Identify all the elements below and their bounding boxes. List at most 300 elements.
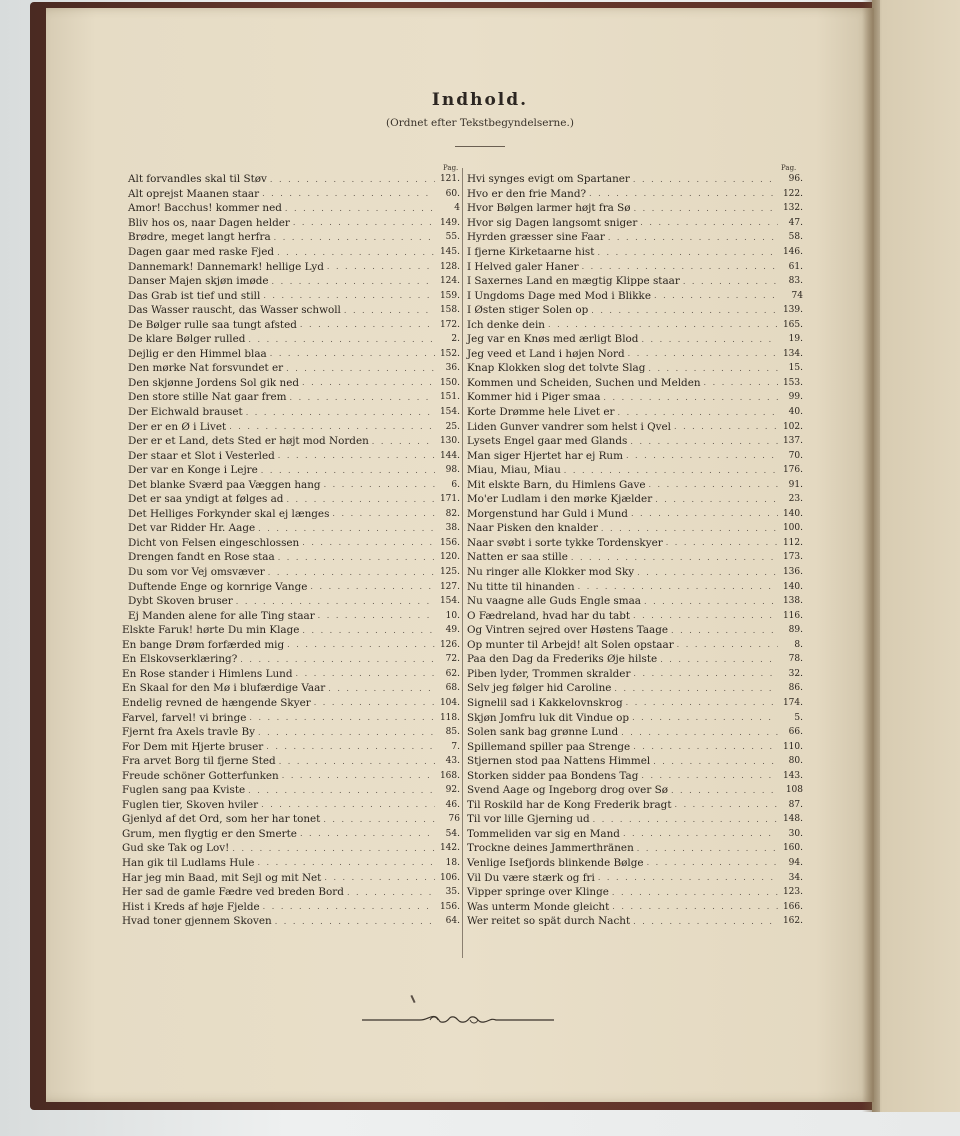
entry-title: Lysets Engel gaar med Glands: [467, 435, 628, 448]
entry-page: 23.: [788, 494, 803, 505]
index-entry: [467, 288, 803, 303]
entry-title: Det Helliges Forkynder skal ej længes: [128, 507, 330, 520]
dot-leader: [300, 320, 435, 329]
entry-title: Drengen fandt en Rose staa: [128, 551, 275, 564]
entry-title: En Skaal for den Mø i blufærdige Vaar: [122, 682, 326, 695]
entry-title: Korte Drømme hele Livet er: [467, 406, 615, 419]
entry-title: Hvor sig Dagen langsomt sniger: [467, 216, 638, 229]
entry-page: 15.: [788, 363, 803, 374]
index-entry: [128, 448, 460, 463]
index-entry: [467, 187, 803, 202]
dot-leader: [249, 713, 435, 722]
entry-page: 19.: [788, 334, 803, 345]
index-entry: [128, 187, 460, 202]
entry-page: 176.: [782, 465, 803, 476]
entry-page: 151.: [439, 392, 460, 403]
dot-leader: [275, 917, 435, 926]
dot-leader: [644, 597, 778, 606]
index-entry: [467, 870, 803, 885]
dot-leader: [327, 262, 435, 271]
dot-leader: [278, 451, 435, 460]
entry-title: Naar Pisken den knalder: [467, 522, 598, 535]
entry-page: 55.: [445, 232, 460, 243]
entry-page: 47.: [788, 217, 803, 228]
entry-page: 144.: [439, 450, 460, 461]
entry-title: Kommen und Scheiden, Suchen und Melden: [467, 376, 701, 389]
index-entry: [467, 536, 803, 551]
entry-title: Der er en Ø i Livet: [128, 420, 227, 433]
entry-title: Dybt Skoven bruser: [128, 595, 233, 608]
dot-leader: [634, 204, 778, 213]
entry-page: 8.: [794, 639, 803, 650]
index-entry: [467, 725, 803, 740]
entry-title: Her sad de gamle Fædre ved breden Bord: [122, 886, 344, 899]
dot-leader: [240, 655, 435, 664]
index-entry: [467, 754, 803, 769]
entry-title: Signelil sad i Kakkelovnskrog: [467, 696, 623, 709]
index-entry: [122, 856, 460, 871]
index-entry: [128, 274, 460, 289]
dot-leader: [278, 553, 435, 562]
entry-page: 5.: [794, 712, 803, 723]
index-entry: [467, 914, 803, 929]
index-entry: [467, 201, 803, 216]
entry-page: 171.: [439, 494, 460, 505]
dot-leader: [246, 408, 435, 417]
dot-leader: [318, 611, 435, 620]
facing-page: [872, 0, 960, 1112]
dot-leader: [640, 218, 778, 227]
entry-page: 70.: [788, 450, 803, 461]
entry-title: I fjerne Kirketaarne hist: [467, 246, 595, 258]
entry-title: De klare Bølger rulled: [128, 333, 246, 346]
entry-page: 60.: [445, 188, 460, 199]
entry-page: 110.: [782, 741, 803, 752]
entry-page: 140.: [782, 581, 803, 592]
index-entry: [467, 317, 803, 332]
dot-leader: [302, 538, 435, 547]
index-entry: [128, 245, 460, 260]
entry-page: 150.: [439, 377, 460, 388]
entry-page: 116.: [782, 610, 803, 621]
entry-title: Nu titte til hinanden: [467, 580, 575, 593]
entry-title: Bliv hos os, naar Dagen helder: [128, 216, 290, 229]
entry-title: I Helved galer Haner: [467, 260, 579, 273]
index-entry: [467, 739, 803, 754]
entry-title: Han gik til Ludlams Hule: [122, 856, 255, 869]
dot-leader: [285, 204, 435, 213]
dot-leader: [248, 786, 435, 795]
entry-page: 78.: [788, 654, 803, 665]
entry-page: 154.: [439, 407, 460, 418]
index-entry: [128, 507, 460, 522]
entry-title: Fuglen sang paa Kviste: [122, 784, 246, 797]
index-entry: [467, 768, 803, 783]
index-entry: [128, 347, 460, 362]
entry-page: 112.: [782, 537, 803, 548]
index-entry: [122, 768, 460, 783]
index-entry: [467, 376, 803, 391]
index-entry: [128, 463, 460, 478]
index-entry: [467, 274, 803, 289]
entry-title: Hvad toner gjennem Skoven: [122, 915, 272, 928]
entry-title: Der er et Land, dets Sted er højt mod Norden: [128, 435, 369, 448]
entry-title: Mit elskte Barn, du Himlens Gave: [467, 478, 646, 491]
dot-leader: [647, 858, 778, 867]
dot-leader: [614, 684, 778, 693]
entry-page: 66.: [788, 727, 803, 738]
dot-leader: [675, 800, 779, 809]
entry-page: 130.: [439, 436, 460, 447]
index-entry: [122, 739, 460, 754]
dot-leader: [314, 698, 435, 707]
dot-leader: [633, 611, 778, 620]
dot-leader: [261, 800, 435, 809]
entry-title: Freude schöner Gotterfunken: [122, 769, 279, 782]
dot-leader: [641, 335, 778, 344]
index-entry: [467, 652, 803, 667]
entry-title: Endelig revned de hængende Skyer: [122, 696, 311, 709]
entry-title: En Rose stander i Himlens Lund: [122, 667, 293, 680]
dot-leader: [598, 873, 778, 882]
index-entry: [128, 579, 460, 594]
entry-page: 145.: [439, 247, 460, 257]
index-entry: [122, 870, 460, 885]
entry-title: Miau, Miau, Miau: [467, 464, 561, 477]
entry-page: 154.: [439, 596, 460, 607]
index-entry: [467, 550, 803, 565]
entry-page: 99.: [788, 392, 803, 403]
entry-title: En Elskovserklæring?: [122, 653, 238, 666]
entry-page: 94.: [788, 857, 803, 868]
entry-page: 165.: [782, 319, 803, 330]
entry-page: 30.: [788, 828, 803, 839]
entry-page: 43.: [445, 756, 460, 767]
index-entry: [122, 725, 460, 740]
dot-leader: [323, 815, 435, 824]
dot-leader: [300, 829, 435, 838]
index-entry: [467, 419, 803, 434]
entry-title: De Bølger rulle saa tungt afsted: [128, 318, 297, 331]
pag-label-left: Pag.: [443, 164, 459, 172]
dot-leader: [286, 495, 435, 504]
dot-leader: [631, 509, 778, 518]
entry-title: Wer reitet so spät durch Nacht: [467, 915, 631, 928]
dot-leader: [262, 189, 435, 198]
entry-page: 40.: [788, 407, 803, 418]
index-entry: [467, 405, 803, 420]
dot-leader: [270, 175, 435, 184]
dot-leader: [324, 480, 435, 489]
entry-page: 86.: [788, 683, 803, 694]
dot-leader: [589, 189, 778, 198]
index-entry: [122, 710, 460, 725]
entry-title: Paa den Dag da Frederiks Øje hilste: [467, 653, 658, 666]
entry-page: 6.: [451, 479, 460, 490]
entry-title: Was unterm Monde gleicht: [467, 900, 610, 913]
entry-page: 142.: [439, 843, 460, 854]
dot-leader: [268, 568, 435, 577]
dot-leader: [328, 684, 435, 693]
entry-page: 173.: [782, 552, 803, 563]
index-entry: [467, 812, 803, 827]
index-entry: [128, 434, 460, 449]
dot-leader: [296, 669, 435, 678]
index-entry: [467, 463, 803, 478]
entry-page: 89.: [788, 625, 803, 636]
entry-title: Alt forvandles skal til Støv: [128, 173, 267, 186]
index-entry: [467, 594, 803, 609]
dot-leader: [648, 364, 778, 373]
index-entry: [467, 361, 803, 376]
entry-page: 166.: [782, 901, 803, 912]
dot-leader: [578, 582, 778, 591]
index-entry: [467, 245, 803, 260]
index-entry: [467, 434, 803, 449]
entry-page: 34.: [788, 872, 803, 883]
entry-page: 2.: [451, 334, 460, 345]
index-entry: [128, 536, 460, 551]
entry-page: 159.: [439, 290, 460, 301]
index-entry: [122, 681, 460, 696]
index-entry: [128, 390, 460, 405]
column-divider: [462, 168, 463, 958]
entry-page: 35.: [445, 887, 460, 898]
index-entry: [467, 681, 803, 696]
entry-page: 100.: [782, 523, 803, 534]
entry-title: Jeg veed et Land i højen Nord: [467, 347, 625, 360]
dot-leader: [704, 378, 778, 387]
dot-leader: [653, 757, 778, 766]
dot-leader: [261, 466, 435, 475]
entry-title: Elskte Faruk! hørte Du min Klage: [122, 624, 300, 637]
entry-title: Fuglen tier, Skoven hviler: [122, 798, 259, 811]
index-entry: [467, 856, 803, 871]
entry-page: 138.: [782, 596, 803, 607]
entry-title: Naar svøbt i sorte tykke Tordenskyer: [467, 536, 663, 549]
entry-title: Spillemand spiller paa Strenge: [467, 740, 631, 753]
entry-page: 46.: [445, 799, 460, 810]
dot-leader: [683, 277, 778, 286]
index-entry: [122, 798, 460, 813]
entry-title: Hvo er den frie Mand?: [467, 187, 587, 200]
entry-page: 160.: [782, 843, 803, 854]
entry-title: Amor! Bacchus! kommer ned: [128, 202, 282, 215]
dot-leader: [582, 262, 778, 271]
entry-title: Ich denke dein: [467, 318, 545, 331]
ornament-flourish: [360, 1008, 556, 1032]
dot-leader: [277, 248, 435, 257]
entry-title: Vil Du være stærk og fri: [467, 871, 595, 884]
entry-page: 153.: [782, 377, 803, 388]
index-entry: [128, 288, 460, 303]
index-entry: [122, 827, 460, 842]
dot-leader: [628, 349, 778, 358]
dot-leader: [302, 626, 435, 635]
dot-leader: [621, 728, 778, 737]
dot-leader: [593, 815, 778, 824]
entry-page: 126.: [439, 639, 460, 650]
dot-leader: [263, 902, 435, 911]
entry-title: Venlige Isefjords blinkende Bølge: [467, 856, 644, 869]
index-entry: [467, 259, 803, 274]
index-column-left: [122, 172, 460, 928]
entry-title: I Østen stiger Solen op: [467, 304, 589, 317]
index-entry: [128, 492, 460, 507]
dot-leader: [630, 437, 778, 446]
entry-page: 146.: [782, 247, 803, 257]
entry-title: Das Wasser rauscht, das Wasser schwoll: [128, 304, 341, 317]
entry-title: Hist i Kreds af høje Fjelde: [122, 900, 260, 913]
entry-title: Vipper springe over Klinge: [467, 886, 609, 899]
dot-leader: [671, 786, 778, 795]
dot-leader: [344, 306, 435, 315]
entry-title: Nu ringer alle Klokker mod Sky: [467, 566, 635, 579]
page-title: Indhold.: [431, 90, 529, 110]
index-entry: [467, 579, 803, 594]
entry-title: Der var en Konge i Lejre: [128, 464, 258, 477]
index-entry: [122, 841, 460, 856]
entry-page: 156.: [439, 537, 460, 548]
dot-leader: [671, 626, 778, 635]
dot-leader: [564, 466, 778, 475]
entry-page: 64.: [445, 916, 460, 927]
entry-title: Den store stille Nat gaar frem: [128, 391, 287, 404]
entry-page: 172.: [439, 319, 460, 330]
index-column-right: [467, 172, 803, 928]
entry-title: Dejlig er den Himmel blaa: [128, 347, 267, 360]
entry-title: Storken sidder paa Bondens Tag: [467, 769, 639, 782]
dot-leader: [633, 742, 778, 751]
title-rule: [455, 146, 505, 147]
entry-page: 108: [785, 785, 803, 796]
index-entry: [467, 608, 803, 623]
index-entry: [467, 783, 803, 798]
entry-page: 125.: [439, 567, 460, 578]
dot-leader: [591, 306, 778, 315]
index-entry: [128, 216, 460, 231]
entry-page: 174.: [782, 697, 803, 708]
entry-title: Skjøn Jomfru luk dit Vindue op: [467, 711, 630, 724]
dot-leader: [601, 524, 778, 533]
dot-leader: [310, 582, 435, 591]
index-entry: [467, 623, 803, 638]
entry-page: 58.: [788, 232, 803, 243]
entry-page: 74: [791, 290, 803, 301]
entry-page: 120.: [439, 552, 460, 563]
entry-page: 32.: [788, 668, 803, 679]
dot-leader: [293, 218, 435, 227]
index-entry: [128, 419, 460, 434]
entry-title: Fjernt fra Axels travle By: [122, 726, 255, 739]
entry-title: Man siger Hjertet har ej Rum: [467, 449, 623, 462]
dot-leader: [263, 291, 435, 300]
entry-page: 92.: [445, 785, 460, 796]
entry-page: 18.: [445, 857, 460, 868]
dot-leader: [272, 277, 435, 286]
dot-leader: [571, 553, 778, 562]
entry-page: 98.: [445, 465, 460, 476]
entry-title: Selv jeg følger hid Caroline: [467, 682, 612, 695]
entry-title: I Saxernes Land en mægtig Klippe staar: [467, 275, 680, 288]
index-entry: [467, 303, 803, 318]
index-entry: [122, 914, 460, 929]
entry-page: 49.: [445, 625, 460, 636]
entry-title: Tommeliden var sig en Mand: [467, 827, 620, 840]
entry-page: 61.: [788, 261, 803, 272]
dot-leader: [232, 844, 435, 853]
entry-title: Nu vaagne alle Guds Engle smaa: [467, 595, 641, 608]
entry-page: 152.: [439, 348, 460, 359]
index-entry: [467, 696, 803, 711]
entry-title: Jeg var en Knøs med ærligt Blod: [467, 333, 639, 346]
entry-title: Mo'er Ludlam i den mørke Kjælder: [467, 493, 653, 506]
entry-page: 72.: [445, 654, 460, 665]
index-entry: [467, 172, 803, 187]
dot-leader: [332, 509, 435, 518]
index-entry: [467, 521, 803, 536]
dot-leader: [248, 335, 435, 344]
dot-leader: [372, 437, 435, 446]
index-entry: [128, 172, 460, 187]
dot-leader: [258, 524, 435, 533]
entry-title: Danser Majen skjøn imøde: [128, 275, 269, 288]
dot-leader: [612, 888, 778, 897]
index-entry: [128, 550, 460, 565]
entry-page: 104.: [439, 697, 460, 708]
dot-leader: [660, 655, 778, 664]
entry-title: Liden Gunver vandrer som helst i Qvel: [467, 420, 671, 433]
dot-leader: [279, 757, 435, 766]
entry-page: 128.: [439, 261, 460, 272]
index-entry: [122, 783, 460, 798]
entry-title: Fra arvet Borg til fjerne Sted: [122, 755, 276, 768]
index-entry: [128, 201, 460, 216]
dot-leader: [347, 888, 435, 897]
index-entry: [467, 332, 803, 347]
entry-title: Trockne deines Jammerthränen: [467, 842, 634, 855]
entry-page: 148.: [782, 814, 803, 825]
entry-title: Det er saa yndigt at følges ad: [128, 493, 284, 506]
index-entry: [467, 477, 803, 492]
dot-leader: [270, 349, 435, 358]
entry-page: 162.: [782, 916, 803, 927]
entry-page: 127.: [439, 581, 460, 592]
dot-leader: [608, 233, 778, 242]
entry-page: 140.: [782, 508, 803, 519]
dot-leader: [612, 902, 778, 911]
dot-leader: [618, 408, 779, 417]
dot-leader: [282, 771, 435, 780]
entry-title: Kommer hid i Piger smaa: [467, 391, 601, 404]
entry-page: 4: [454, 203, 460, 214]
entry-title: O Fædreland, hvad har du tabt: [467, 609, 631, 622]
index-entry: [128, 565, 460, 580]
entry-title: Dagen gaar med raske Fjed: [128, 246, 275, 258]
entry-page: 54.: [445, 828, 460, 839]
index-entry: [122, 812, 460, 827]
entry-title: Til vor lille Gjerning ud: [467, 813, 590, 826]
entry-title: Du som vor Vej omsvæver: [128, 566, 265, 579]
entry-page: 36.: [445, 363, 460, 374]
index-entry: [128, 477, 460, 492]
index-entry: [122, 696, 460, 711]
dot-leader: [655, 495, 778, 504]
dot-leader: [603, 393, 778, 402]
index-entry: [122, 652, 460, 667]
dot-leader: [633, 175, 778, 184]
dot-leader: [236, 597, 435, 606]
